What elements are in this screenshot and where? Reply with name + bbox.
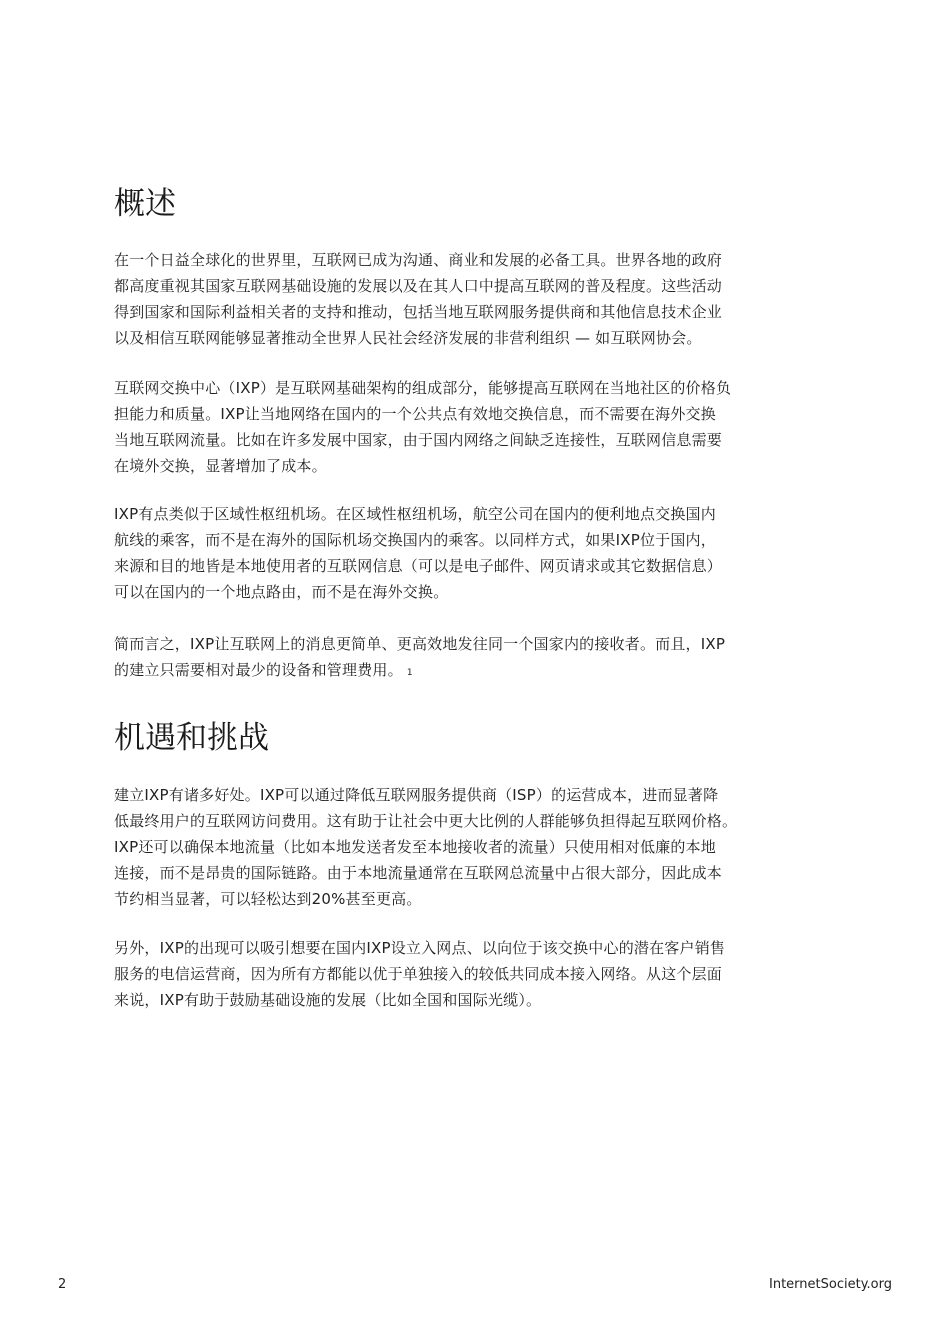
text-line: 节约相当显著，可以轻松达到20%甚至更高。 <box>114 890 422 908</box>
paragraph <box>114 247 754 351</box>
paragraph <box>114 935 754 1013</box>
text-line: IXP还可以确保本地流量（比如本地发送者发至本地接收者的流量）只使用相对低廉的本地 <box>114 838 716 856</box>
paragraph <box>114 782 754 912</box>
text-line: 得到国家和国际利益相关者的支持和推动，包括当地互联网服务提供商和其他信息技术企业 <box>114 303 723 321</box>
page-number: 2 <box>58 1277 67 1292</box>
text-line: 来源和目的地皆是本地使用者的互联网信息（可以是电子邮件、网页请求或其它数据信息） <box>114 557 723 575</box>
text-line <box>114 657 754 683</box>
footnote-marker[interactable]: 1 <box>406 668 413 678</box>
text-line: 另外，IXP的出现可以吸引想要在国内IXP设立入网点、以向位于该交换中心的潜在客户销售 <box>114 939 726 957</box>
text-line: 在一个日益全球化的世界里，互联网已成为沟通、商业和发展的必备工具。世界各地的政府 <box>114 251 723 269</box>
text-line: 低最终用户的互联网访问费用。这有助于让社会中更大比例的人群能够负担得起互联网价格。 <box>114 812 738 830</box>
text-line: 航线的乘客，而不是在海外的国际机场交换国内的乘客。以同样方式，如果IXP位于国内， <box>114 531 716 549</box>
section-heading-opportunities-challenges: 机遇和挑战 <box>114 720 269 756</box>
text-line: 在境外交换，显著增加了成本。 <box>114 457 327 475</box>
text-line: 建立IXP有诸多好处。IXP可以通过降低互联网服务提供商（ISP）的运营成本，进而显著降 <box>114 786 719 804</box>
text-line: 可以在国内的一个地点路由，而不是在海外交换。 <box>114 583 449 601</box>
paragraph <box>114 631 754 683</box>
text-line: 以及相信互联网能够显著推动全世界人民社会经济发展的非营利组织 — 如互联网协会。 <box>114 329 702 347</box>
text-line: 服务的电信运营商，因为所有方都能以优于单独接入的较低共同成本接入网络。从这个层面 <box>114 965 723 983</box>
text-line: 都高度重视其国家互联网基础设施的发展以及在其人口中提高互联网的普及程度。这些活动 <box>114 277 723 295</box>
section-heading-overview: 概述 <box>114 186 176 222</box>
footer-website-link[interactable]: InternetSociety.org <box>769 1277 892 1292</box>
text-line: 互联网交换中心（IXP）是互联网基础架构的组成部分，能够提高互联网在当地社区的价格负 <box>114 379 732 397</box>
text-line: 担能力和质量。IXP让当地网络在国内的一个公共点有效地交换信息，而不需要在海外交换 <box>114 405 716 423</box>
paragraph <box>114 501 754 605</box>
text-line: IXP有点类似于区域性枢纽机场。在区域性枢纽机场，航空公司在国内的便利地点交换国内 <box>114 505 716 523</box>
paragraph <box>114 375 754 479</box>
text-line: 简而言之，IXP让互联网上的消息更简单、更高效地发往同一个国家内的接收者。而且，IXP <box>114 635 726 653</box>
text-line: 当地互联网流量。比如在许多发展中国家，由于国内网络之间缺乏连接性，互联网信息需要 <box>114 431 723 449</box>
text-line: 连接，而不是昂贵的国际链路。由于本地流量通常在互联网总流量中占很大部分，因此成本 <box>114 864 723 882</box>
text-line: 来说，IXP有助于鼓励基础设施的发展（比如全国和国际光缆）。 <box>114 991 542 1009</box>
text-line-content: 的建立只需要相对最少的设备和管理费用。 <box>114 661 403 679</box>
